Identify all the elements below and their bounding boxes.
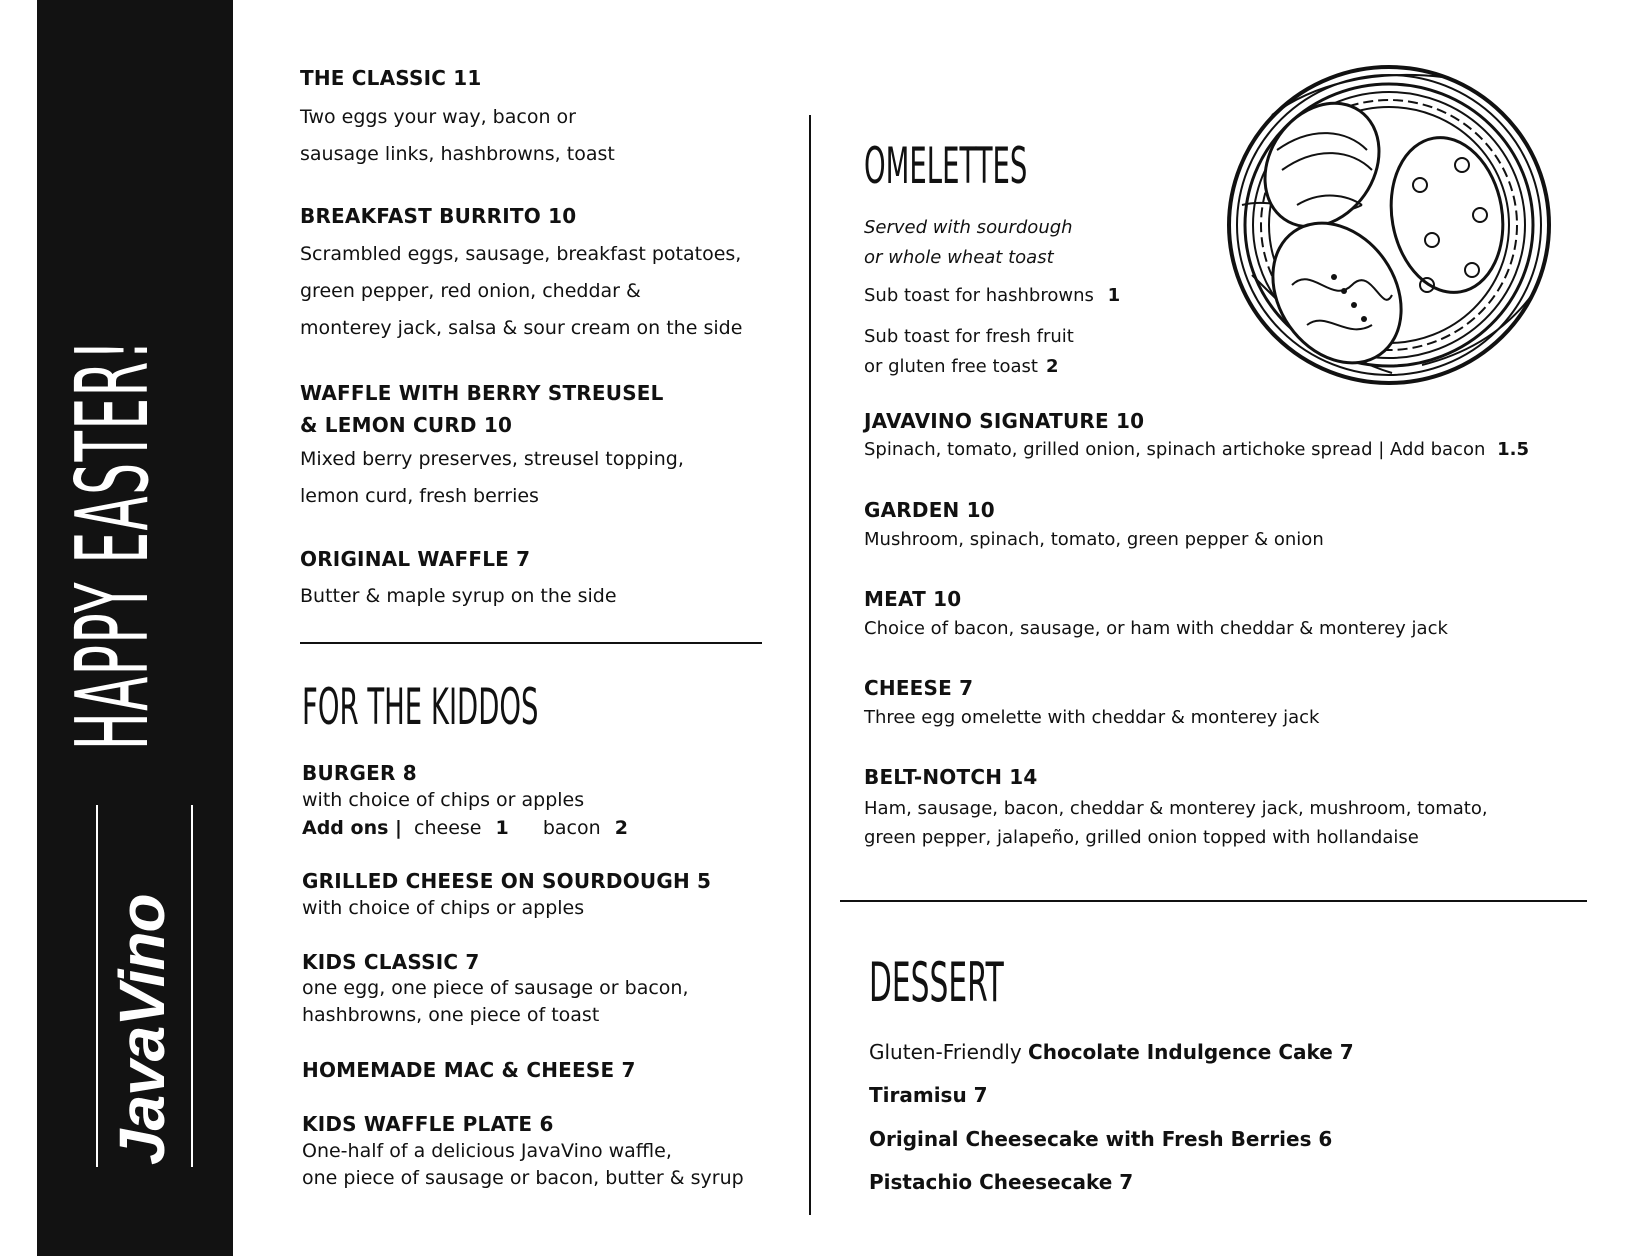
waffle-berry-desc-line: lemon curd, fresh berries [300, 485, 539, 507]
sub-hashbrowns [864, 285, 1120, 306]
kids-classic-desc-line: one egg, one piece of sausage or bacon, [302, 977, 689, 999]
grilled-cheese-title: GRILLED CHEESE ON SOURDOUGH 5 [302, 869, 712, 893]
sub-hash-price: 1 [1107, 285, 1121, 306]
logo-rule-left [96, 805, 98, 1167]
omelette-title: GARDEN 10 [864, 498, 995, 522]
kids-waffle-title: KIDS WAFFLE PLATE 6 [302, 1112, 554, 1136]
kiddos-heading: FOR THE KIDDOS [302, 678, 539, 736]
sub-fruit-price: 2 [1045, 356, 1059, 377]
burger-title: BURGER 8 [302, 761, 417, 785]
add-bacon-price: 1.5 [1497, 439, 1529, 460]
sub-fruit [864, 322, 1074, 382]
dessert-item: Original Cheesecake with Fresh Berries 6 [869, 1127, 1333, 1151]
kids-waffle-desc-line: one piece of sausage or bacon, butter & syrup [302, 1167, 744, 1189]
omelette-desc: Choice of bacon, sausage, or ham with cheddar & monterey jack [864, 618, 1448, 639]
original-waffle-title: ORIGINAL WAFFLE 7 [300, 547, 531, 571]
omelette-title: BELT-NOTCH 14 [864, 765, 1038, 789]
kids-classic-desc [302, 975, 689, 1029]
omelette-title: MEAT 10 [864, 587, 962, 611]
sub-fruit-line: Sub toast for fresh fruit [864, 326, 1074, 347]
waffle-berry-desc-line: Mixed berry preserves, streusel topping, [300, 448, 684, 470]
waffle-berry-desc [300, 441, 684, 515]
classic-desc-line: sausage links, hashbrowns, toast [300, 143, 615, 165]
addon-cheese: cheese [414, 817, 482, 839]
addons-label: Add ons | [302, 817, 402, 839]
dessert-prefix: Gluten-Friendly [869, 1040, 1022, 1064]
dessert-item [869, 1040, 1354, 1064]
column-divider [809, 115, 811, 1215]
classic-desc [300, 99, 615, 173]
waffle-berry-title-line: WAFFLE WITH BERRY STREUSEL [300, 381, 664, 405]
kids-classic-title: KIDS CLASSIC 7 [302, 950, 480, 974]
burrito-desc [300, 236, 742, 347]
omelettes-heading: OMELETTES [864, 137, 1028, 195]
section-divider [300, 642, 762, 644]
classic-title: THE CLASSIC 11 [300, 66, 482, 90]
grilled-cheese-desc: with choice of chips or apples [302, 897, 585, 919]
addon-bacon-price: 2 [614, 817, 628, 839]
omelette-title: CHEESE 7 [864, 676, 974, 700]
headline: HAPPY EASTER! [54, 338, 171, 750]
dessert-heading: DESSERT [869, 951, 1004, 1014]
dessert-divider [840, 900, 1587, 902]
burrito-title: BREAKFAST BURRITO 10 [300, 204, 577, 228]
original-waffle-desc: Butter & maple syrup on the side [300, 585, 617, 607]
easter-egg-basket-illustration [1222, 55, 1557, 395]
addon-bacon: bacon [542, 817, 601, 839]
burger-addons [302, 817, 628, 839]
sub-hash-text: Sub toast for hashbrowns [864, 285, 1094, 306]
belt-notch-desc-line: green pepper, jalapeño, grilled onion topped with hollandaise [864, 827, 1419, 848]
classic-desc-line: Two eggs your way, bacon or [300, 106, 576, 128]
javavino-logo: JavaVino [106, 894, 178, 1165]
burger-desc: with choice of chips or apples [302, 789, 585, 811]
served-line: Served with sourdough [864, 217, 1073, 238]
dessert-item: Pistachio Cheesecake 7 [869, 1170, 1134, 1194]
kids-classic-desc-line: hashbrowns, one piece of toast [302, 1004, 600, 1026]
burrito-desc-line: monterey jack, salsa & sour cream on the side [300, 317, 743, 339]
kids-waffle-desc-line: One-half of a delicious JavaVino waffle, [302, 1140, 672, 1162]
omelette-desc [864, 794, 1488, 852]
kids-waffle-desc [302, 1138, 744, 1192]
signature-desc: Spinach, tomato, grilled onion, spinach artichoke spread | Add bacon [864, 439, 1486, 460]
dessert-item: Tiramisu 7 [869, 1083, 988, 1107]
omelette-desc: Mushroom, spinach, tomato, green pepper & onion [864, 529, 1324, 550]
burrito-desc-line: green pepper, red onion, cheddar & [300, 280, 641, 302]
belt-notch-desc-line: Ham, sausage, bacon, cheddar & monterey jack, mushroom, tomato, [864, 798, 1488, 819]
waffle-berry-title [300, 377, 664, 441]
logo-rule-right [191, 805, 193, 1167]
served-with [864, 213, 1073, 273]
burrito-desc-line: Scrambled eggs, sausage, breakfast potatoes, [300, 243, 742, 265]
served-line: or whole wheat toast [864, 247, 1054, 268]
omelette-title: JAVAVINO SIGNATURE 10 [864, 409, 1145, 433]
omelette-desc [864, 439, 1529, 460]
addon-cheese-price: 1 [495, 817, 509, 839]
mac-title: HOMEMADE MAC & CHEESE 7 [302, 1058, 636, 1082]
sub-fruit-line: or gluten free toast [864, 356, 1038, 377]
waffle-berry-title-line: & LEMON CURD 10 [300, 413, 513, 437]
omelette-desc: Three egg omelette with cheddar & monterey jack [864, 707, 1320, 728]
dessert-name: Chocolate Indulgence Cake 7 [1028, 1040, 1354, 1064]
